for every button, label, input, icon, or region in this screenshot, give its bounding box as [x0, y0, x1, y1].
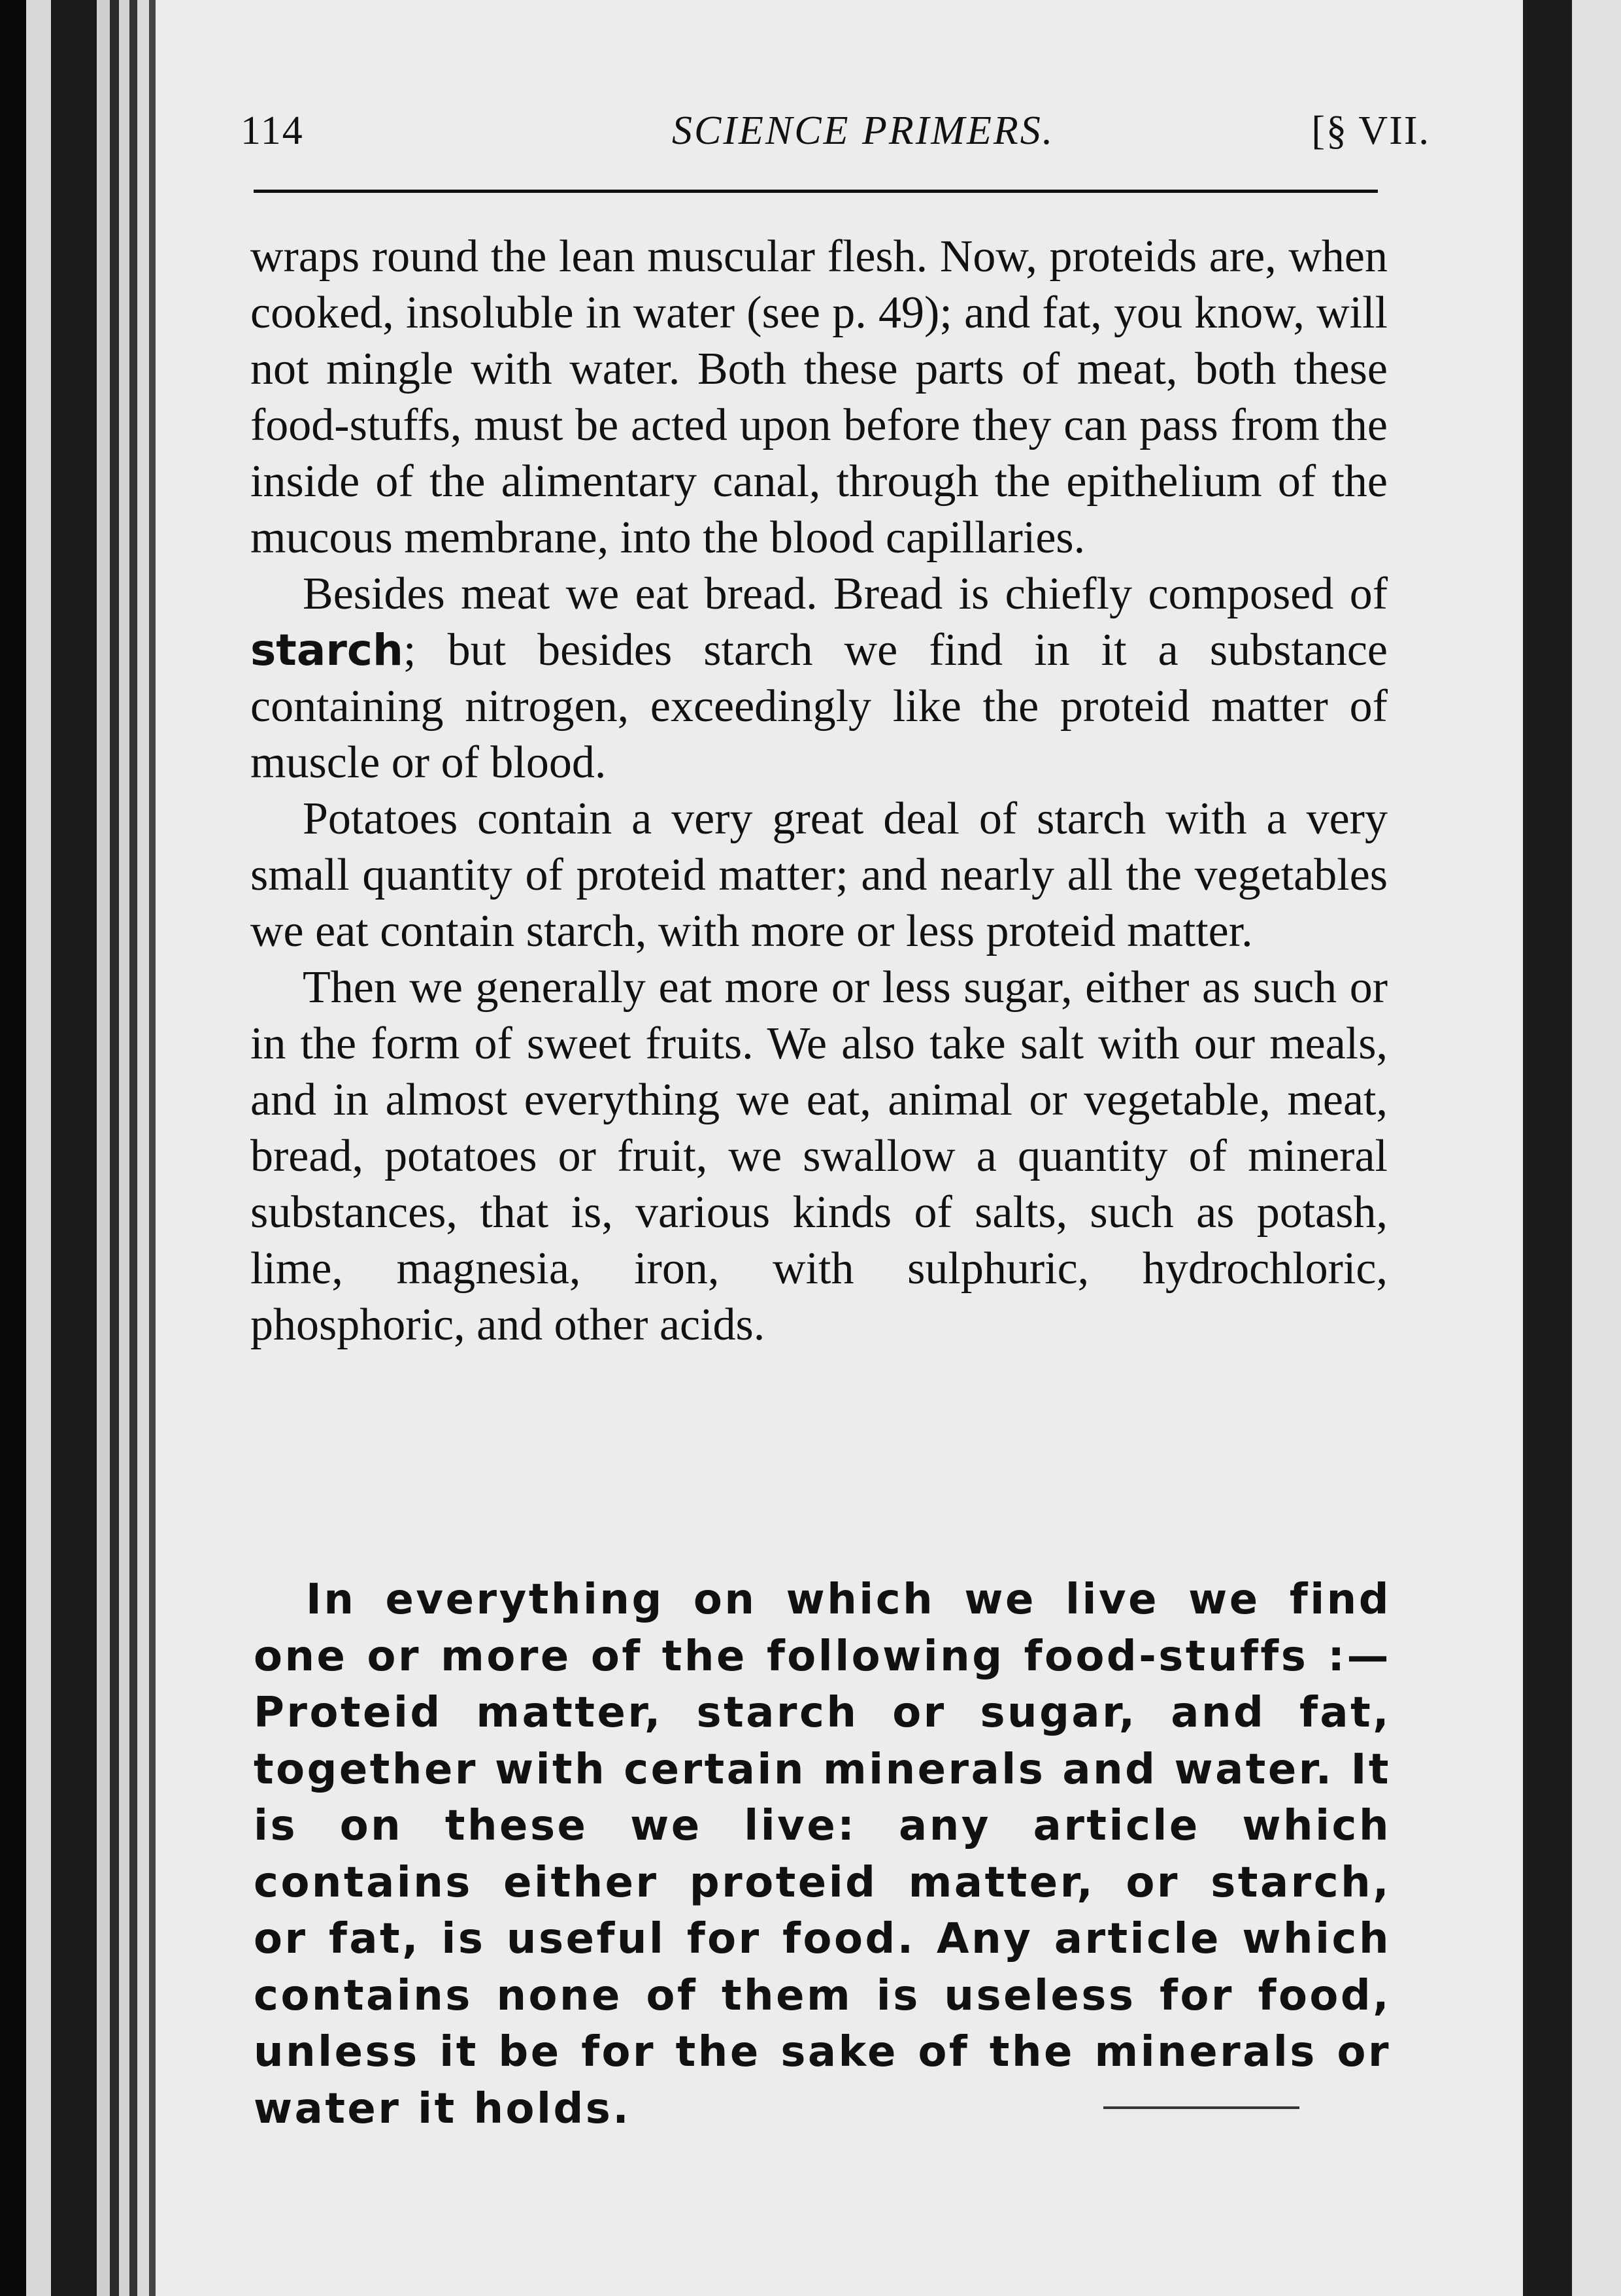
page-number: 114 — [241, 109, 304, 153]
running-head-title: SCIENCE PRIMERS. — [672, 109, 1055, 153]
facing-page-edge — [1572, 0, 1621, 2296]
book-edge-shadow — [149, 0, 156, 2296]
end-rule — [1103, 2106, 1299, 2109]
book-edge-shadow — [51, 0, 97, 2296]
book-edge-shadow — [110, 0, 119, 2296]
paragraph-continued: wraps round the lean muscular flesh. Now, proteids are, when cooked, insoluble in water (see p. 49); and fat, you know, will not mingle with water. Both these parts of meat, both these food-stuffs, must be acted upon before they can pass from the inside of the alimentary canal, through the epithelium of the mucous membrane, into the blood capillaries. — [250, 231, 1388, 563]
book-edge-strip — [97, 0, 110, 2296]
paragraph-potatoes: Potatoes contain a very great deal of starch with a very small quantity of proteid matter; and nearly all the vegetables we eat contain starch, with more or less proteid matter. — [250, 794, 1388, 956]
starch-term: starch — [250, 625, 404, 675]
book-edge-strip — [137, 0, 149, 2296]
header-rule — [254, 190, 1378, 193]
paragraph-sugar-salts: Then we generally eat more or less sugar, either as such or in the form of sweet fruits. We also take salt with our meals, and in almost everything we eat, animal or vegetable, meat, bread, potatoes or fruit, we swallow a quantity of mineral substances, that is, various kinds of salts, such as potash, lime, magnesia, iron, with sulphuric, hydrochloric, phosphoric, and other acids. — [250, 962, 1388, 1350]
paragraph-bread-rest: ; but besides starch we find in it a substance containing nitrogen, exceedingly like the proteid matter of muscle or of blood. — [250, 625, 1388, 788]
paragraph-bread-lead: Besides meat we eat bread. Bread is chiefly composed of — [303, 569, 1388, 619]
book-edge-strip — [119, 0, 129, 2296]
summary-paragraph: In everything on which we live we find one or more of the following food-stuffs :— Proteid matter, starch or sugar, and fat, together with certain minerals and water. It is on these we live: any article which contains either proteid matter, or starch, or fat, is useful for food. Any article which contains none of them is useless for food, unless it be for the sake of the minerals or water it holds. — [254, 1576, 1391, 2133]
running-head — [241, 108, 1430, 167]
book-edge-strip — [26, 0, 51, 2296]
paragraph-bread — [250, 566, 1388, 791]
body-text — [250, 229, 1388, 1353]
book-edge-shadow — [129, 0, 137, 2296]
book-page — [156, 0, 1523, 2296]
book-spine-shadow — [1523, 0, 1572, 2296]
section-reference: [§ VII. — [1311, 109, 1430, 153]
